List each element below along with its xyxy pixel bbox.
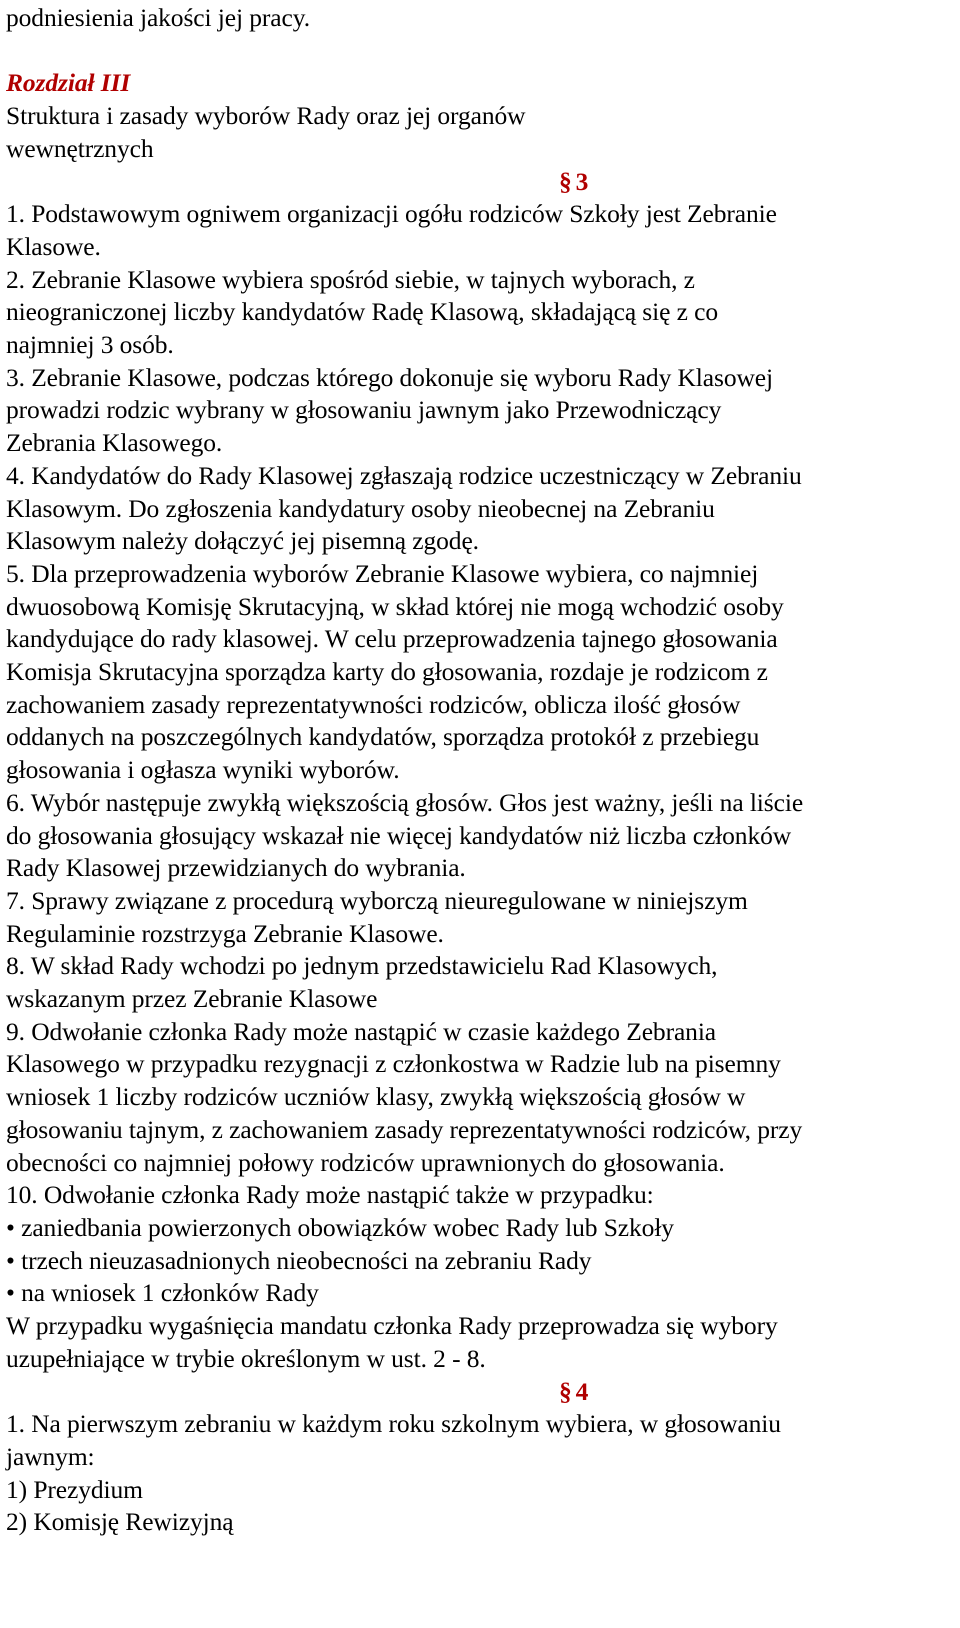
paragraph-line: jawnym: xyxy=(6,1441,95,1471)
paragraph-line: 4. Kandydatów do Rady Klasowej zgłaszają rodzice uczestniczący w Zebraniu xyxy=(6,460,802,490)
paragraph-line: • zaniedbania powierzonych obowiązków wobec Rady lub Szkoły xyxy=(6,1213,674,1242)
paragraph-line: • trzech nieuzasadnionych nieobecności na zebraniu Rady xyxy=(6,1245,592,1275)
section-number: 4 xyxy=(575,1376,589,1406)
paragraph-line: do głosowania głosujący wskazał nie więcej kandydatów niż liczba członków xyxy=(6,820,792,850)
intro-line: podniesienia jakości jej pracy. xyxy=(6,3,310,32)
paragraph-line: Klasowym. Do zgłoszenia kandydatury osoby nieobecnej na Zebraniu xyxy=(6,493,715,523)
chapter-title-line: Struktura i zasady wyborów Rady oraz jej organów xyxy=(6,101,526,131)
section-number: 3 xyxy=(575,166,589,196)
section-heading-4 xyxy=(6,1376,936,1409)
paragraph-line: najmniej 3 osób. xyxy=(6,330,174,360)
paragraph-line: 2. Zebranie Klasowe wybiera spośród siebie, w tajnych wyborach, z xyxy=(6,264,695,294)
paragraph-line: 3. Zebranie Klasowe, podczas którego dokonuje się wyboru Rady Klasowej xyxy=(6,362,774,392)
section-4-body xyxy=(6,1408,936,1539)
paragraph-line: kandydujące do rady klasowej. W celu przeprowadzenia tajnego głosowania xyxy=(6,624,778,654)
chapter-title-line: wewnętrznych xyxy=(6,133,154,163)
paragraph-line: 7. Sprawy związane z procedurą wyborczą nieuregulowane w niniejszym xyxy=(6,885,748,915)
paragraph-line: wskazanym przez Zebranie Klasowe xyxy=(6,984,378,1014)
section-heading-3 xyxy=(6,166,936,199)
section-symbol: § xyxy=(559,1376,572,1406)
chapter-label: Rozdział III xyxy=(6,68,131,98)
paragraph-line: 1) Prezydium xyxy=(6,1474,143,1504)
paragraph-line: obecności co najmniej połowy rodziców uprawnionych do głosowania. xyxy=(6,1147,725,1177)
paragraph-line: nieograniczonej liczby kandydatów Radę Klasową, składającą się z co xyxy=(6,297,718,327)
paragraph-line: W przypadku wygaśnięcia mandatu członka Rady przeprowadza się wybory xyxy=(6,1311,778,1341)
paragraph-line: Klasowe. xyxy=(6,231,101,261)
paragraph-line: oddanych na poszczególnych kandydatów, sporządza protokół z przebiegu xyxy=(6,722,760,752)
paragraph-line: 10. Odwołanie członka Rady może nastąpić także w przypadku: xyxy=(6,1180,654,1210)
document-page xyxy=(6,2,936,1539)
blank-line xyxy=(6,35,936,68)
paragraph-line: głosowaniu tajnym, z zachowaniem zasady reprezentatywności rodziców, przy xyxy=(6,1114,803,1144)
paragraph-line: wniosek 1 liczby rodziców uczniów klasy, zwykłą większością głosów w xyxy=(6,1082,746,1112)
paragraph-line: prowadzi rodzic wybrany w głosowaniu jawnym jako Przewodniczący xyxy=(6,395,722,425)
paragraph-line: 1. Na pierwszym zebraniu w każdym roku szkolnym wybiera, w głosowaniu xyxy=(6,1409,781,1439)
paragraph-line: 6. Wybór następuje zwykłą większością głosów. Głos jest ważny, jeśli na liście xyxy=(6,787,804,817)
paragraph-line: 1. Podstawowym ogniwem organizacji ogółu rodziców Szkoły jest Zebranie xyxy=(6,199,777,229)
paragraph-line: 5. Dla przeprowadzenia wyborów Zebranie Klasowe wybiera, co najmniej xyxy=(6,558,759,588)
paragraph-line: Zebrania Klasowego. xyxy=(6,428,223,458)
paragraph-line: Rady Klasowej przewidzianych do wybrania. xyxy=(6,853,466,883)
paragraph-line: 9. Odwołanie członka Rady może nastąpić w czasie każdego Zebrania xyxy=(6,1016,717,1046)
paragraph-line: Regulaminie rozstrzyga Zebranie Klasowe. xyxy=(6,918,444,948)
paragraph-line: dwuosobową Komisję Skrutacyjną, w skład której nie mogą wchodzić osoby xyxy=(6,591,784,621)
paragraph-line: uzupełniające w trybie określonym w ust. 2 - 8. xyxy=(6,1343,486,1373)
paragraph-line: • na wniosek 1 członków Rady xyxy=(6,1278,319,1308)
paragraph-line: głosowania i ogłasza wyniki wyborów. xyxy=(6,755,400,785)
paragraph-line: zachowaniem zasady reprezentatywności rodziców, oblicza ilość głosów xyxy=(6,689,741,719)
paragraph-line: Klasowego w przypadku rezygnacji z członkostwa w Radzie lub na pisemny xyxy=(6,1049,781,1079)
section-3-body xyxy=(6,198,936,1375)
section-symbol: § xyxy=(559,166,572,196)
paragraph-line: 8. W skład Rady wchodzi po jednym przedstawicielu Rad Klasowych, xyxy=(6,951,718,981)
paragraph-line: Klasowym należy dołączyć jej pisemną zgodę. xyxy=(6,526,479,556)
paragraph-line: 2) Komisję Rewizyjną xyxy=(6,1507,234,1537)
paragraph-line: Komisja Skrutacyjna sporządza karty do głosowania, rozdaje je rodzicom z xyxy=(6,657,768,687)
